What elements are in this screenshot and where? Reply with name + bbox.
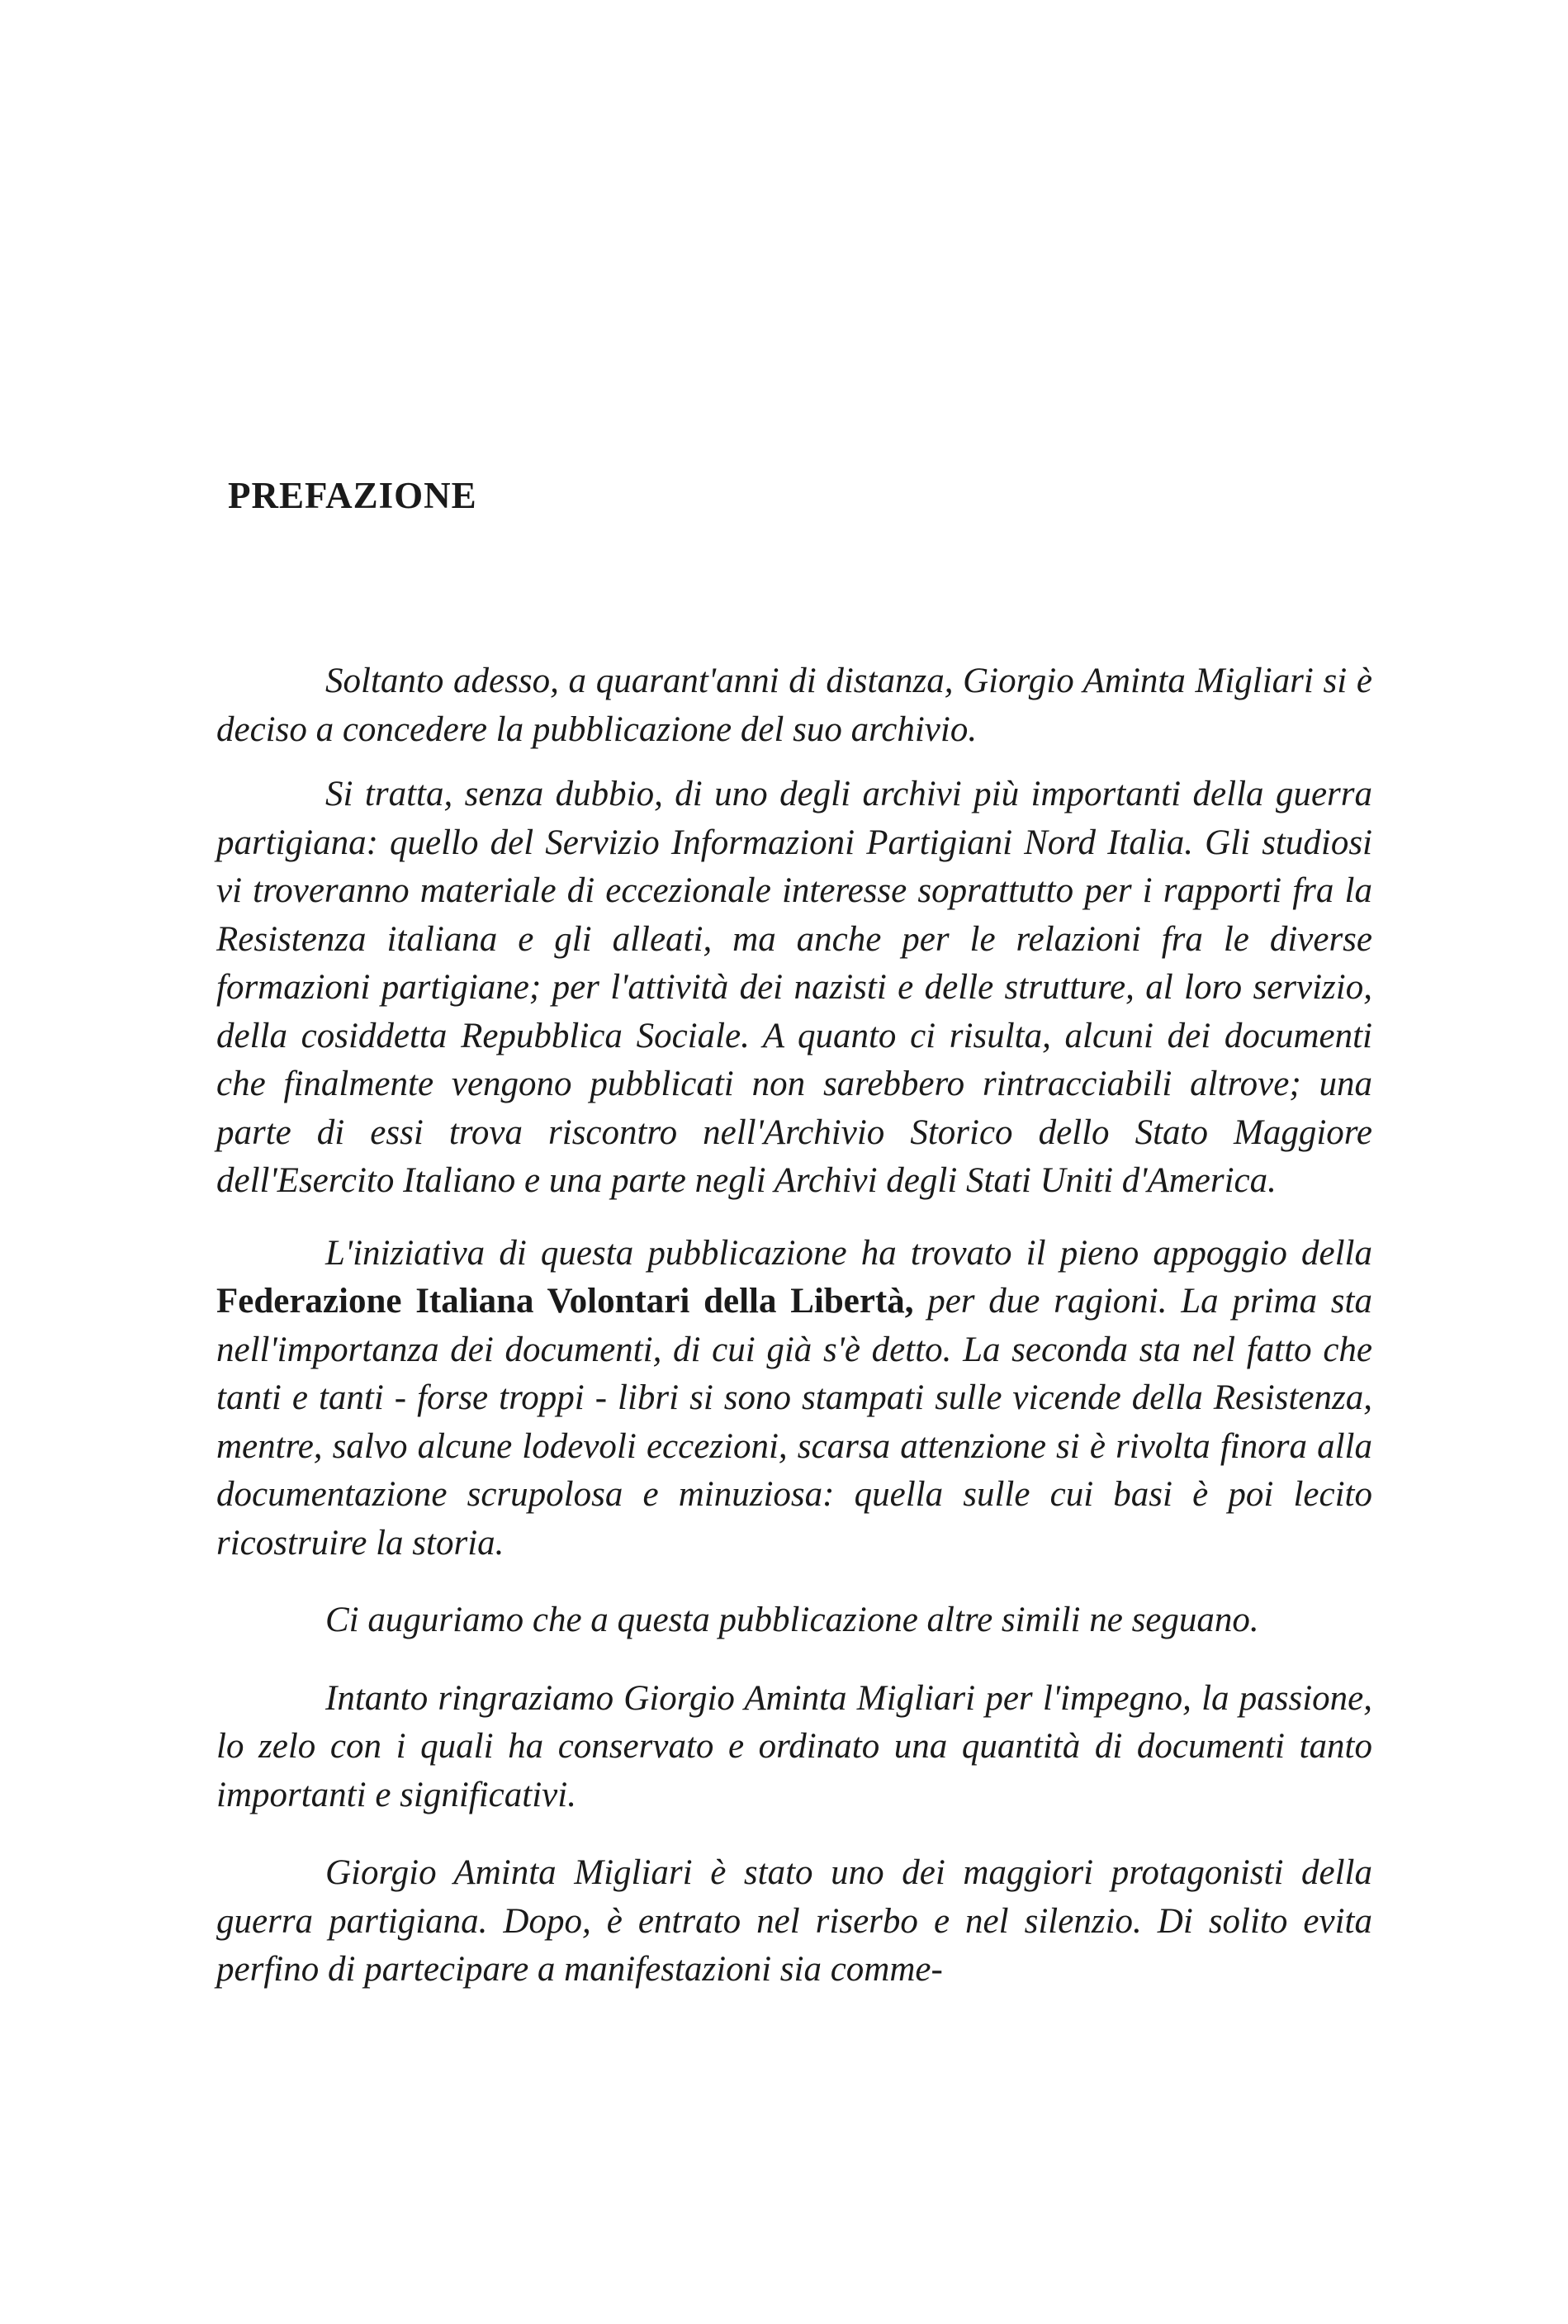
paragraph-3-lead: L'iniziativa di questa pubblicazione ha trovato il pieno appoggio della: [325, 1233, 1372, 1273]
paragraph-1: Soltanto adesso, a quarant'anni di distanza, Giorgio Aminta Migliari si è deciso a concedere la pubblicazione del suo archivio.: [216, 662, 1372, 749]
page-title: PREFAZIONE: [228, 475, 477, 516]
paragraph-3: [216, 1230, 1372, 1568]
organization-name: Federazione Italiana Volontari della Libertà,: [216, 1282, 914, 1321]
paragraph-6: Giorgio Aminta Migliari è stato uno dei maggiori protagonisti della guerra partigiana. Dopo, è entrato nel riserbo e nel silenzio. Di solito evita perfino di partecipare a manifestazioni sia comme-: [216, 1853, 1372, 1989]
paragraph-5: Intanto ringraziamo Giorgio Aminta Migliari per l'impegno, la passione, lo zelo con i quali ha conservato e ordinato una quantità di documenti tanto importanti e significativi.: [216, 1678, 1372, 1814]
paragraph-2: Si tratta, senza dubbio, di uno degli archivi più importanti della guerra partigiana: quello del Servizio Informazioni Partigiani Nord Italia. Gli studiosi vi troveranno materiale di eccezionale interesse soprattutto per i rapporti fra la Resistenza italiana e gli alleati, ma anche per le relazioni fra le diverse formazioni partigiane; per l'attività dei nazisti e delle strutture, al loro servizio, della cosiddetta Repubblica Sociale. A quanto ci risulta, alcuni dei documenti che finalmente vengono pubblicati non sarebbero rintracciabili altrove; una parte di essi trova riscontro nell'Archivio Storico dello Stato Maggiore dell'Esercito Italiano e una parte negli Archivi degli Stati Uniti d'America.: [216, 775, 1372, 1200]
preface-body: [216, 657, 1372, 1994]
paragraph-4: Ci auguriamo che a questa pubblicazione altre simili ne seguano.: [325, 1601, 1259, 1639]
paragraph-3-rest: per due ragioni. La prima sta nell'importanza dei documenti, di cui già s'è detto. La seconda sta nel fatto che tanti e tanti - forse troppi - libri si sono stampati sulle vicende della Resistenza, mentre, salvo alcune lodevoli eccezioni, scarsa attenzione si è rivolta finora alla documentazione scrupolosa e minuziosa: quella sulle cui basi è poi lecito ricostruire la storia.: [216, 1282, 1372, 1563]
